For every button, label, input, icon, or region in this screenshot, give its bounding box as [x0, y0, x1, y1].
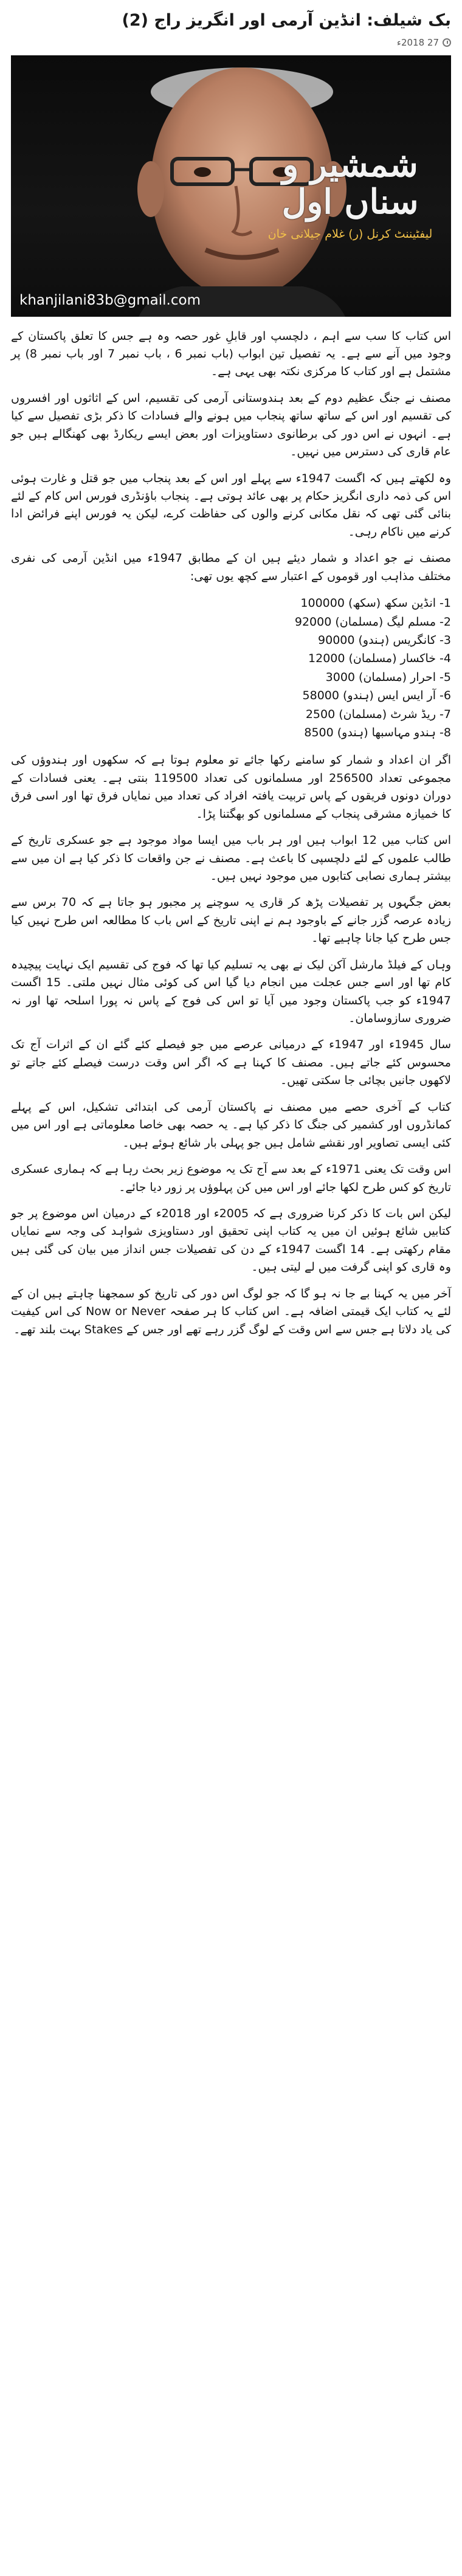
list-item: 4- خاکسار (مسلمان) 12000: [308, 652, 451, 666]
paragraph: اس کتاب کا سب سے اہم ، دلچسپ اور قابلِ غور حصہ وہ ہے جس کا تعلق پاکستان کے وجود میں آنے سے ہے۔ یہ تفصیل تین ابواب (باب نمبر 6 ، باب نمبر 7 اور باب نمبر 8) پر مشتمل ہے اور کتاب کا مرکزی نکتہ بھی یہی ہے۔: [11, 329, 451, 379]
paragraph: کتاب کے آخری حصے میں مصنف نے پاکستان آرمی کی ابتدائی تشکیل، اس کے پہلے کمانڈروں اور کشمیر کی جنگ کا ذکر کیا ہے۔ یہ حصہ بھی خاصا معلوماتی ہے اور اس میں کئی ایسی تصاویر اور نقشے شامل ہیں جو پہلی بار شائع ہوئے ہیں۔: [11, 1100, 451, 1150]
list-item: 8- ہندو مہاسبھا (ہندو) 8500: [304, 725, 451, 739]
author-name: لیفٹیننٹ کرنل (ر) غلام جیلانی خان: [267, 227, 433, 241]
paragraph: مصنف نے جو اعداد و شمار دیئے ہیں ان کے مطابق 1947ء میں انڈین آرمی کی نفری مختلف مذاہب اور قوموں کے اعتبار سے کچھ یوں تھی:: [11, 551, 451, 583]
list-item: 5- احرار (مسلمان) 3000: [325, 670, 451, 684]
strength-list: [11, 594, 451, 742]
article-meta: [11, 37, 451, 48]
article-date: 27 2018ء: [396, 36, 439, 48]
paragraph: لیکن اس بات کا ذکر کرنا ضروری ہے کہ 2005ء اور 2018ء کے درمیان اس موضوع پر جو کتابیں شائع ہوئیں ان میں یہ کتاب اپنی تحقیق اور دستاویزی شواہد کی وجہ سے نمایاں مقام رکھتی ہے۔ 14 اگست 1947ء کے دن کی تفصیلات جس انداز میں بیان کی گئی ہیں وہ قاری کو اپنی گرفت میں لے لیتی ہیں۔: [11, 1206, 451, 1274]
list-item: 1- انڈین سکھ (سکھ) 100000: [300, 596, 451, 610]
column-name: شمشیر و سناں اول: [281, 144, 419, 223]
paragraph: اس کتاب میں 12 ابواب ہیں اور ہر باب میں ایسا مواد موجود ہے جو عسکری تاریخ کے طالب علموں کے لئے دلچسپی کا باعث ہے۔ مصنف نے جن واقعات کا ذکر کیا ہے ان میں سے بیشتر ہماری نصابی کتابوں میں موجود نہیں ہیں۔: [11, 834, 451, 883]
list-item: 7- ریڈ شرٹ (مسلمان) 2500: [305, 707, 451, 721]
article-header: [0, 0, 462, 52]
paragraph: سال 1945ء اور 1947ء کے درمیانی عرصے میں جو فیصلے کئے گئے ان کے اثرات آج تک محسوس کئے جاتے ہیں۔ مصنف کا کہنا ہے کہ اگر اس وقت درست فیصلے کئے جاتے تو لاکھوں جانیں بچائی جا سکتی تھیں۔: [11, 1038, 451, 1088]
paragraph: مصنف نے جنگ عظیم دوم کے بعد ہندوستانی آرمی کی تقسیم، اس کے اثاثوں اور افسروں کی تقسیم اور اس کے ساتھ ساتھ پنجاب میں ہونے والے فسادات کا ذکر بڑی تفصیل سے کیا ہے۔ انہوں نے اس دور کی برطانوی دستاویزات اور بعض ایسے ریکارڈ بھی کھنگالے ہیں جو عام قاری کی دسترس میں نہیں۔: [11, 391, 451, 459]
paragraph: وہاں کے فیلڈ مارشل آکن لیک نے بھی یہ تسلیم کیا تھا کہ فوج کی تقسیم ایک نہایت پیچیدہ کام تھا اور اسے جس عجلت میں انجام دیا گیا اس کی کوئی مثال نہیں ملتی۔ 15 اگست 1947ء کو جب پاکستان وجود میں آیا تو اس کی فوج کے پاس نہ پورا اسلحہ تھا اور نہ ضروری سازوسامان۔: [11, 958, 451, 1025]
article-title: بک شیلف: انڈین آرمی اور انگریز راج (2): [122, 11, 451, 30]
paragraph: اگر ان اعداد و شمار کو سامنے رکھا جائے تو معلوم ہوتا ہے کہ سکھوں اور ہندوؤں کی مجموعی تعداد 256500 اور مسلمانوں کی تعداد 119500 بنتی ہے۔ یعنی فسادات کے دوران دونوں فریقوں کے پاس تربیت یافتہ افراد کی تعداد میں نمایاں فرق تھا اور اسی فرق کا خمیازہ مشرقی پنجاب کے مسلمانوں کو بھگتنا پڑا۔: [11, 753, 452, 821]
banner-brand: [259, 144, 441, 241]
article-body: [0, 328, 462, 1339]
list-item: 6- آر ایس ایس (ہندو) 58000: [302, 689, 451, 703]
list-item: 2- مسلم لیگ (مسلمان) 92000: [294, 615, 451, 629]
paragraph: آخر میں یہ کہنا بے جا نہ ہو گا کہ جو لوگ اس دور کی تاریخ کو سمجھنا چاہتے ہیں ان کے لئے یہ کتاب ایک قیمتی اضافہ ہے۔ اس کتاب کا ہر صفحہ Now or Never کی اس کیفیت کی یاد دلاتا ہے جس سے اس وقت کے لوگ گزر رہے تھے اور جس کے Stakes بہت بلند تھے۔: [11, 1286, 451, 1336]
author-banner-image: [11, 55, 451, 317]
clock-icon: [443, 38, 451, 47]
paragraph: اس وقت تک یعنی 1971ء کے بعد سے آج تک یہ موضوع زیر بحث رہا ہے کہ ہماری عسکری تاریخ کو کس طرح لکھا جائے اور اس میں کن پہلوؤں پر زور دیا جائے۔: [11, 1162, 451, 1194]
paragraph: بعض جگہوں پر تفصیلات پڑھ کر قاری یہ سوچنے پر مجبور ہو جاتا ہے کہ 70 برس سے زیادہ عرصہ گزر جانے کے باوجود ہم نے اپنی تاریخ کے اس باب کا مطالعہ اس طرح نہیں کیا جس طرح کیا جانا چاہیے تھا۔: [11, 896, 451, 945]
author-email: khanjilani83b@gmail.com: [19, 292, 201, 308]
paragraph: وہ لکھتے ہیں کہ اگست 1947ء سے پہلے اور اس کے بعد پنجاب میں جو قتل و غارت ہوئی اس کی ذمہ داری انگریز حکام پر بھی عائد ہوتی ہے۔ پنجاب باؤنڈری فورس اس کام کے لئے بنائی گئی تھی کہ نقل مکانی کرنے والوں کی حفاظت کرے، لیکن یہ فورس اپنے فرائض ادا کرنے میں ناکام رہی۔: [11, 471, 451, 539]
list-item: 3- کانگریس (ہندو) 90000: [318, 633, 451, 647]
